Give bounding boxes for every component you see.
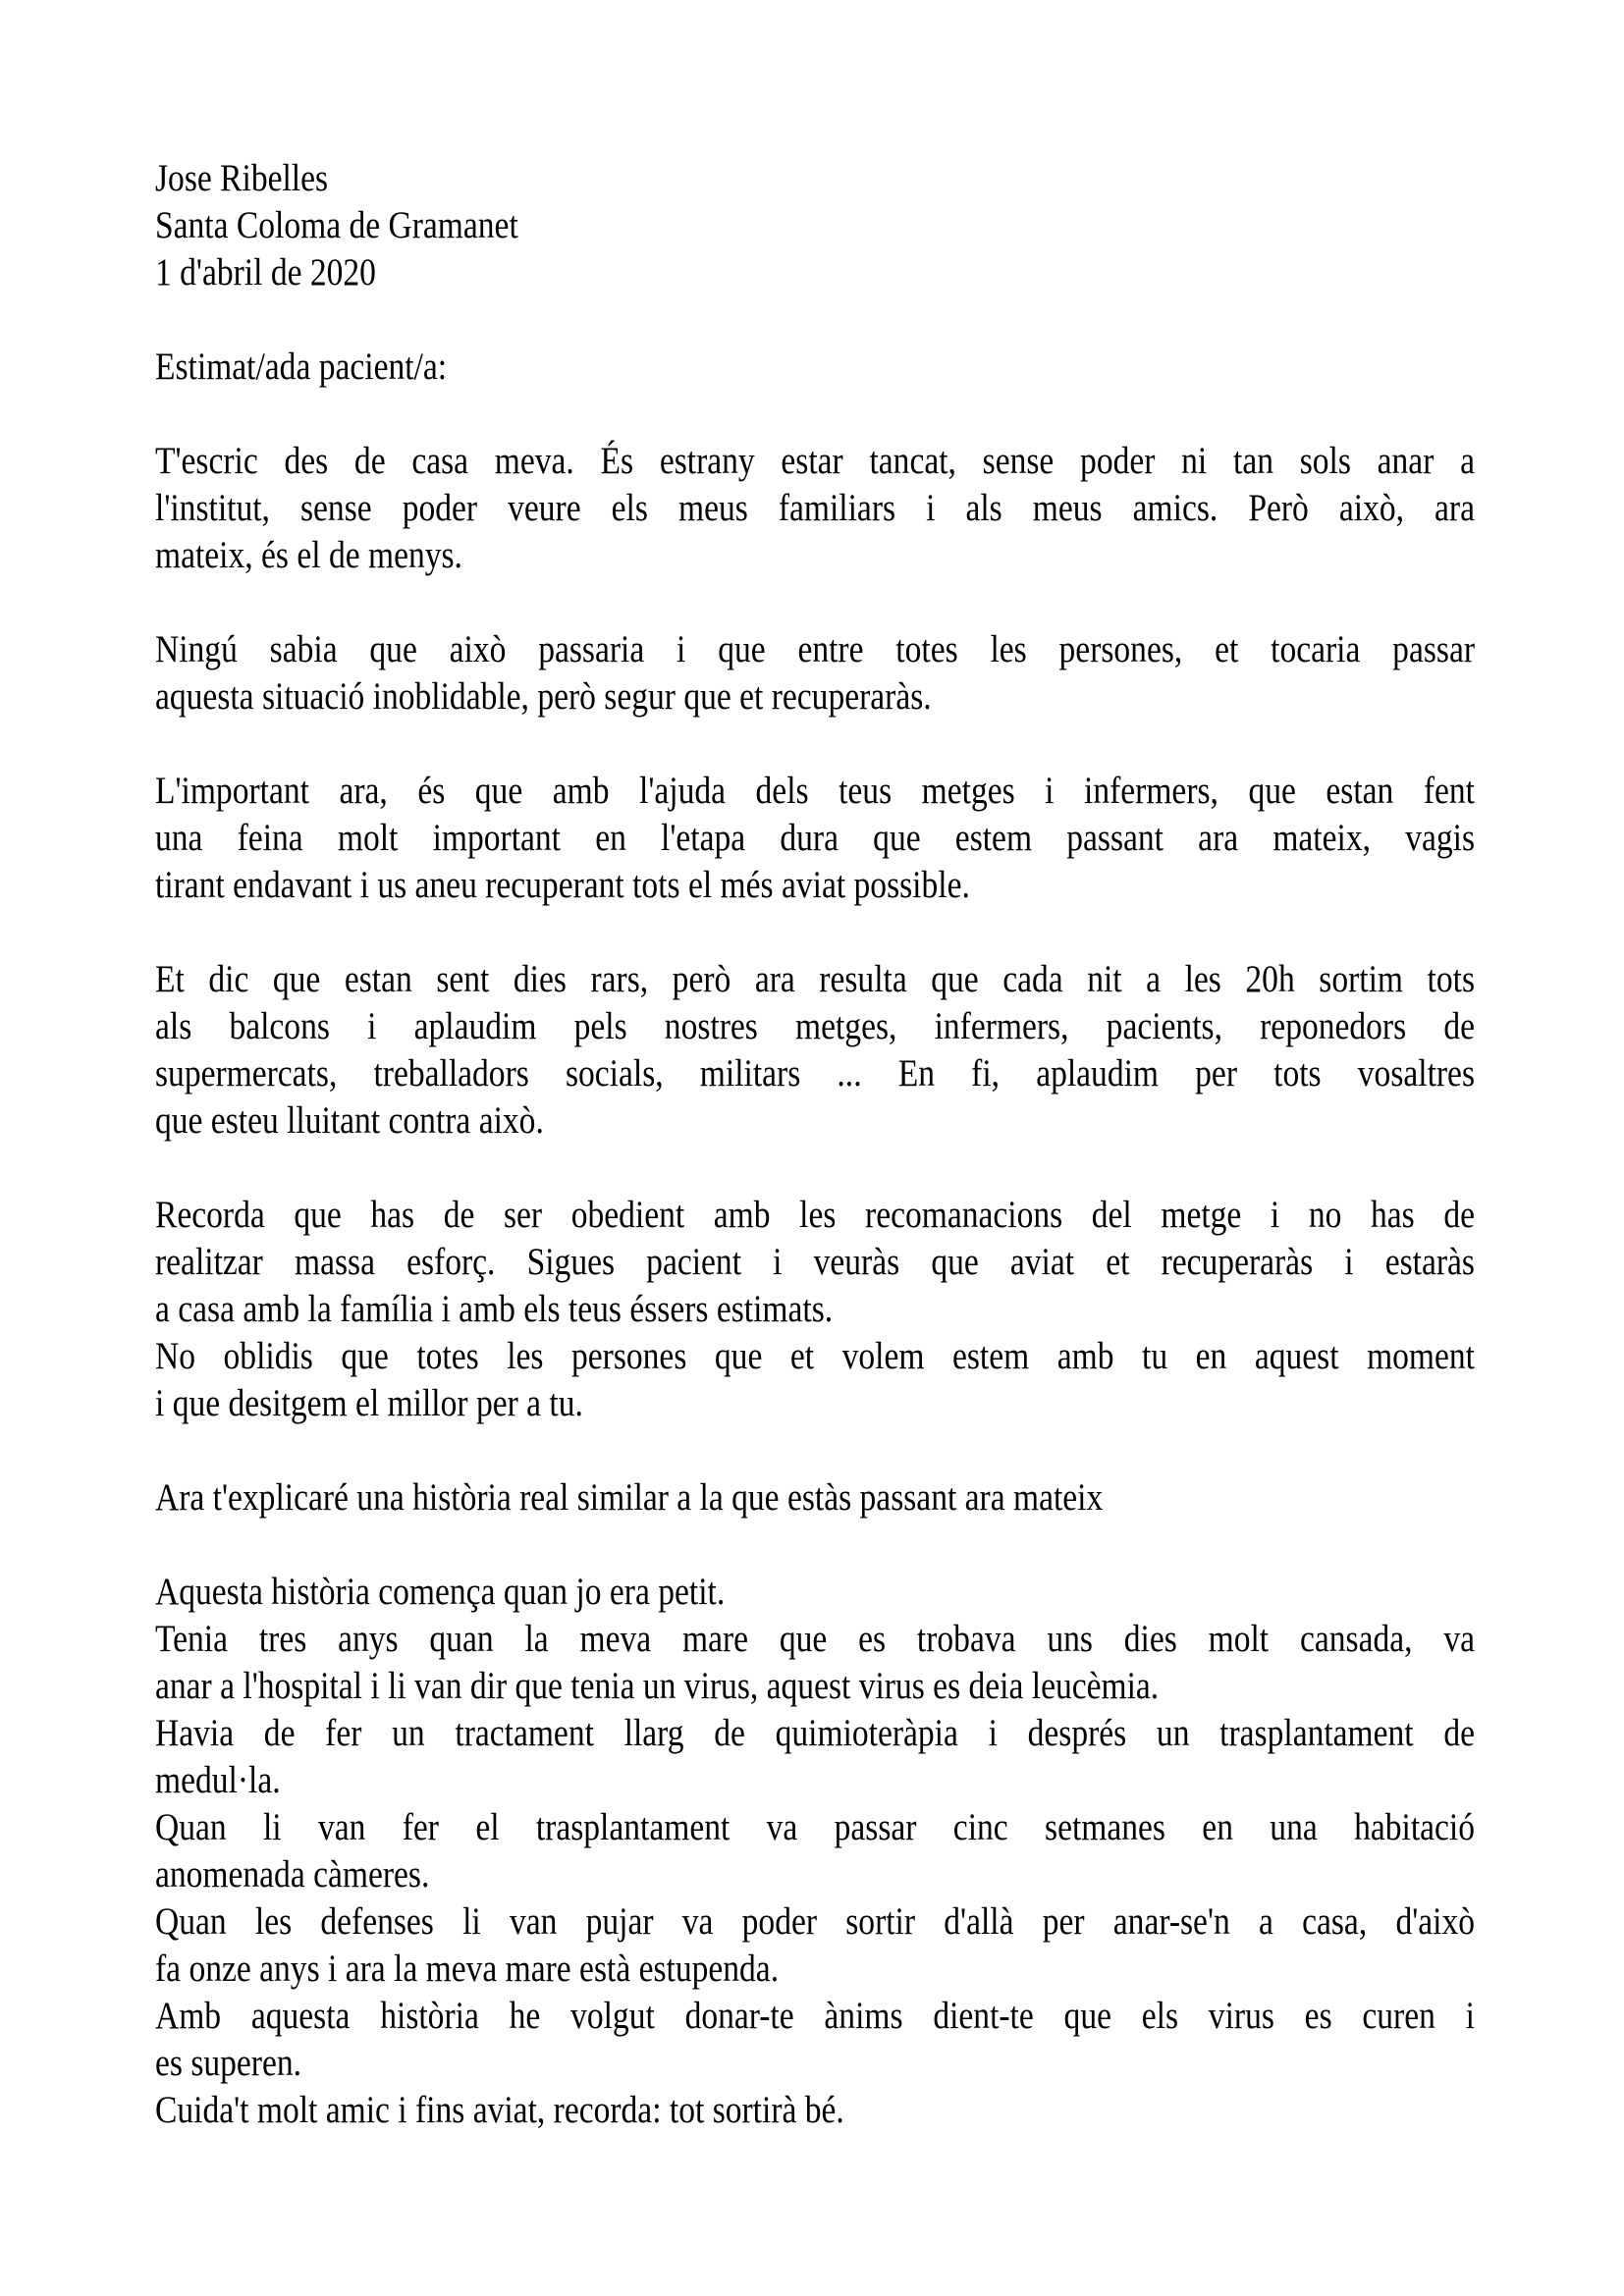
line-text: i que desitgem el millor per a tu. xyxy=(155,1382,583,1424)
text-line xyxy=(155,862,1475,909)
spacer xyxy=(155,579,1475,626)
text-line xyxy=(155,1804,1475,1851)
line-text: Ara t'explicaré una història real similar a la que estàs passant ara mateix xyxy=(155,1476,1104,1519)
text-line xyxy=(155,1663,1475,1710)
line-text: L'important ara, és que amb l'ajuda dels teus metges i infermers, que estan fent xyxy=(155,770,1475,812)
line-text: es superen. xyxy=(155,2042,302,2084)
line-text: Cuida't molt amic i fins aviat, recorda: tot sortirà bé. xyxy=(155,2089,844,2131)
text-line xyxy=(155,2040,1475,2087)
line-text: Aquesta història comença quan jo era petit. xyxy=(155,1571,726,1613)
sender-city: Santa Coloma de Gramanet xyxy=(155,204,518,246)
salutation: Estimat/ada pacient/a: xyxy=(155,346,448,388)
line-text: Amb aquesta història he volgut donar-te ànims dient-te que els virus es curen i xyxy=(155,1995,1475,2037)
paragraph xyxy=(155,956,1475,1145)
sender-city-line xyxy=(155,202,1475,249)
text-line xyxy=(155,1192,1475,1239)
text-line xyxy=(155,1710,1475,1757)
line-text: l'institut, sense poder veure els meus familiars i als meus amics. Però això, ara xyxy=(155,487,1475,529)
spacer xyxy=(155,721,1475,768)
line-text: que esteu lluitant contra això. xyxy=(155,1099,544,1142)
text-line xyxy=(155,1003,1475,1050)
text-line xyxy=(155,438,1475,485)
text-line xyxy=(155,1898,1475,1946)
text-line xyxy=(155,1097,1475,1145)
line-text: No oblidis que totes les persones que et volem estem amb tu en aquest moment xyxy=(155,1335,1475,1377)
line-text: a casa amb la família i amb els teus éssers estimats. xyxy=(155,1288,834,1330)
sender-name-line xyxy=(155,155,1475,202)
text-line xyxy=(155,532,1475,579)
letter-body xyxy=(155,155,1475,2134)
spacer xyxy=(155,296,1475,344)
text-line xyxy=(155,1286,1475,1333)
line-text: anar a l'hospital i li van dir que tenia un virus, aquest virus es deia leucèmia. xyxy=(155,1665,1160,1707)
line-text: Tenia tres anys quan la meva mare que es trobava uns dies molt cansada, va xyxy=(155,1618,1475,1660)
text-line xyxy=(155,1050,1475,1097)
line-text: T'escric des de casa meva. És estrany estar tancat, sense poder ni tan sols anar a xyxy=(155,440,1475,482)
line-text: aquesta situació inoblidable, però segur que et recuperaràs. xyxy=(155,675,932,718)
line-text: una feina molt important en l'etapa dura que estem passant ara mateix, vagis xyxy=(155,817,1475,859)
text-line xyxy=(155,1239,1475,1286)
text-line xyxy=(155,1851,1475,1898)
line-text: tirant endavant i us aneu recuperant tots el més aviat possible. xyxy=(155,864,970,906)
text-line xyxy=(155,1380,1475,1427)
letter-paragraphs xyxy=(155,438,1475,2134)
line-text: Recorda que has de ser obedient amb les recomanacions del metge i no has de xyxy=(155,1194,1475,1236)
line-text: realitzar massa esforç. Sigues pacient i veuràs que aviat et recuperaràs i estaràs xyxy=(155,1241,1475,1283)
text-line xyxy=(155,956,1475,1003)
letter-date: 1 d'abril de 2020 xyxy=(155,251,376,294)
text-line xyxy=(155,768,1475,815)
line-text: Et dic que estan sent dies rars, però ara resulta que cada nit a les 20h sortim tots xyxy=(155,958,1475,1000)
spacer xyxy=(155,391,1475,438)
line-text: supermercats, treballadors socials, militars ... En fi, aplaudim per tots vosaltres xyxy=(155,1052,1475,1095)
text-line xyxy=(155,626,1475,673)
paragraph xyxy=(155,626,1475,721)
text-line xyxy=(155,815,1475,862)
paragraph xyxy=(155,1192,1475,1427)
text-line xyxy=(155,1993,1475,2040)
spacer xyxy=(155,909,1475,956)
line-text: Havia de fer un tractament llarg de quimioteràpia i després un trasplantament de xyxy=(155,1712,1475,1754)
line-text: mateix, és el de menys. xyxy=(155,534,462,576)
paragraph xyxy=(155,1569,1475,2134)
spacer xyxy=(155,1522,1475,1569)
text-line xyxy=(155,1474,1475,1522)
text-line xyxy=(155,2087,1475,2134)
text-line xyxy=(155,1569,1475,1616)
line-text: Ningú sabia que això passaria i que entre totes les persones, et tocaria passar xyxy=(155,628,1475,670)
text-line xyxy=(155,673,1475,721)
line-text: medul·la. xyxy=(155,1759,281,1801)
text-line xyxy=(155,1333,1475,1380)
text-line xyxy=(155,1616,1475,1663)
paragraph xyxy=(155,1474,1475,1522)
line-text: fa onze anys i ara la meva mare està estupenda. xyxy=(155,1948,780,1990)
line-text: anomenada càmeres. xyxy=(155,1853,430,1896)
line-text: Quan les defenses li van pujar va poder sortir d'allà per anar-se'n a casa, d'això xyxy=(155,1900,1475,1943)
text-line xyxy=(155,485,1475,532)
line-text: als balcons i aplaudim pels nostres metges, infermers, pacients, reponedors de xyxy=(155,1005,1475,1047)
line-text: Quan li van fer el trasplantament va passar cinc setmanes en una habitació xyxy=(155,1806,1475,1848)
salutation-line xyxy=(155,344,1475,391)
sender-name: Jose Ribelles xyxy=(155,157,329,199)
text-line xyxy=(155,1946,1475,1993)
text-line xyxy=(155,1757,1475,1804)
spacer xyxy=(155,1427,1475,1474)
paragraph xyxy=(155,768,1475,909)
date-line xyxy=(155,249,1475,296)
spacer xyxy=(155,1145,1475,1192)
paragraph xyxy=(155,438,1475,579)
